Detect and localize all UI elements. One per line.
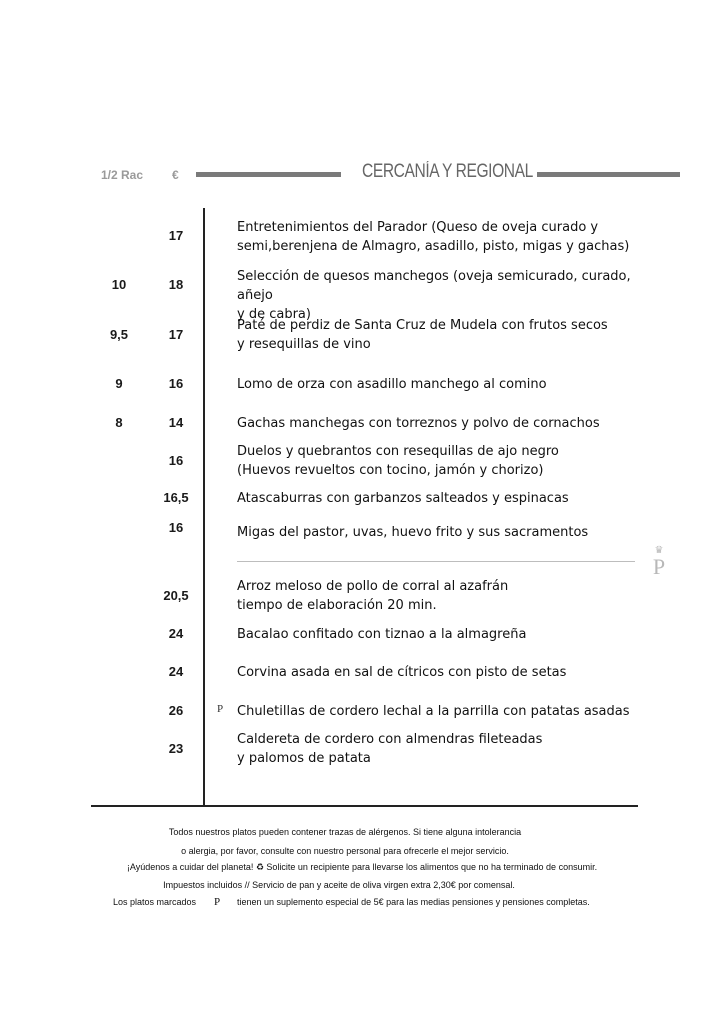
full-price: 16,5 [163, 490, 189, 505]
dish-description [237, 489, 657, 508]
dish-line: Bacalao confitado con tiznao a la almagreña [237, 627, 527, 642]
crown-icon: ♛ [654, 545, 664, 556]
dish-description [237, 702, 657, 721]
footer-supplement-text: tienen un suplemento especial de 5€ para las medias pensiones y pensiones completas. [237, 897, 590, 907]
dish-line: Arroz meloso de pollo de corral al azafrán [237, 579, 509, 594]
dish-line: (Huevos revueltos con tocino, jamón y chorizo) [237, 463, 544, 478]
dish-line: y resequillas de vino [237, 337, 371, 352]
full-price: 24 [168, 626, 184, 641]
dish-line: Lomo de orza con asadillo manchego al comino [237, 377, 547, 392]
full-price: 23 [168, 741, 184, 756]
dish-line: Atascaburras con garbanzos salteados y espinacas [237, 491, 569, 506]
logo-letter: P [652, 554, 666, 579]
parador-mark-icon: P [216, 703, 224, 715]
full-price: 24 [168, 664, 184, 679]
half-price: 10 [111, 277, 127, 292]
parador-logo-icon [646, 546, 672, 578]
dish-line: Duelos y quebrantos con resequillas de ajo negro [237, 444, 559, 459]
dish-line: tiempo de elaboración 20 min. [237, 598, 437, 613]
dish-line: Entretenimientos del Parador (Queso de oveja curado y [237, 220, 599, 235]
full-price: 16 [168, 453, 184, 468]
full-price: 17 [168, 327, 184, 342]
table-bottom-line [91, 805, 638, 807]
footer-allergen-line-2: o alergia, por favor, consulte con nuestro personal para ofrecerle el mejor servicio. [181, 846, 509, 856]
dish-description [237, 316, 657, 354]
price-header: € [172, 168, 179, 182]
full-price: 20,5 [163, 588, 189, 603]
dish-line: Migas del pastor, uvas, huevo frito y sus sacramentos [237, 525, 589, 540]
dish-line: Gachas manchegas con torreznos y polvo de cornachos [237, 416, 600, 431]
dish-line: y de cabra) [237, 307, 311, 322]
half-price: 9 [115, 376, 123, 391]
full-price: 14 [168, 415, 184, 430]
half-price: 9,5 [109, 327, 129, 342]
dish-description [237, 663, 657, 682]
full-price: 16 [168, 520, 184, 535]
dish-description [237, 625, 657, 644]
header-divider-right [537, 172, 680, 177]
parador-mark-icon: P [214, 896, 221, 908]
dish-description [237, 730, 657, 768]
dish-description [237, 577, 657, 615]
dish-line: Chuletillas de cordero lechal a la parrilla con patatas asadas [237, 704, 630, 719]
full-price: 26 [168, 703, 184, 718]
dish-line: y palomos de patata [237, 751, 371, 766]
dish-description [237, 414, 657, 433]
full-price: 16 [168, 376, 184, 391]
dish-line: Selección de quesos manchegos (oveja semicurado, curado, añejo [237, 269, 631, 303]
dish-description [237, 523, 657, 542]
footer-planet-line: ¡Ayúdenos a cuidar del planeta! ♻ Solicite un recipiente para llevarse los alimentos que no ha terminado de consumir. [126, 862, 598, 872]
dish-description [237, 218, 657, 256]
menu-separator [237, 561, 635, 562]
footer-supplement-prefix: Los platos marcados [113, 897, 197, 907]
dish-line: Caldereta de cordero con almendras fileteadas [237, 732, 543, 747]
footer-allergen-line-1: Todos nuestros platos pueden contener trazas de alérgenos. Si tiene alguna intolerancia [168, 827, 522, 837]
dish-description [237, 442, 657, 480]
full-price: 17 [168, 228, 184, 243]
dish-description [237, 375, 657, 394]
half-portion-header: 1/2 Rac [101, 168, 144, 182]
footer-taxes-line: Impuestos incluidos // Servicio de pan y aceite de oliva virgen extra 2,30€ por comensal. [163, 880, 515, 890]
dish-line: Corvina asada en sal de cítricos con pisto de setas [237, 665, 567, 680]
section-title: CERCANÍA Y REGIONAL [362, 161, 533, 182]
half-price: 8 [115, 415, 123, 430]
full-price: 18 [168, 277, 184, 292]
dish-line: semi,berenjena de Almagro, asadillo, pisto, migas y gachas) [237, 239, 630, 254]
header-divider-left [196, 172, 341, 177]
dish-line: Paté de perdiz de Santa Cruz de Mudela con frutos secos [237, 318, 608, 333]
